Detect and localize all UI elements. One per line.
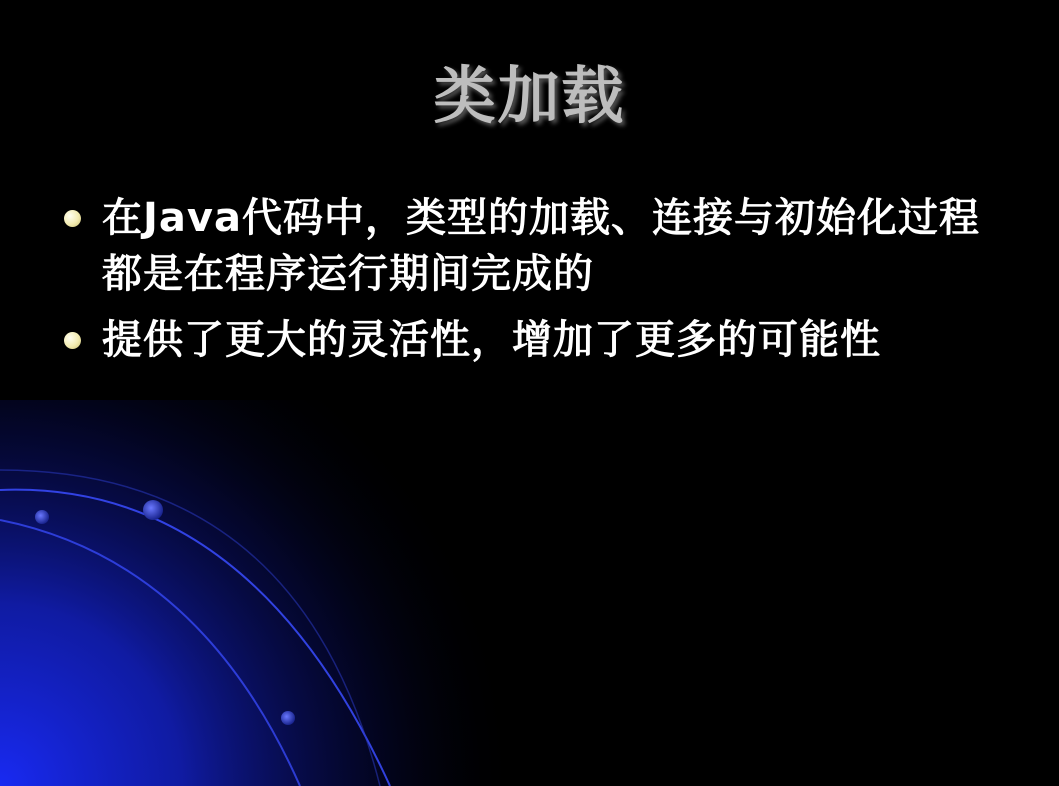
arc-dot-small-bottom: [281, 711, 295, 725]
bullet-text: 在Java代码中，类型的加载、连接与初始化过程都是在程序运行期间完成的: [102, 195, 980, 297]
blue-glow: [0, 400, 560, 786]
bullet-dot-icon: [64, 210, 81, 227]
arc-line-3: [0, 470, 380, 786]
arc-dot-small-left: [35, 510, 49, 524]
arc-line-1: [0, 490, 390, 786]
bullet-text: 提供了更大的灵活性，增加了更多的可能性: [102, 317, 881, 363]
arc-line-2: [0, 520, 300, 786]
arc-dot-large: [143, 500, 163, 520]
bullet-dot-icon: [64, 332, 81, 349]
bullet-item: [60, 190, 980, 302]
slide-title: 类加载: [433, 59, 626, 132]
bullet-list: [60, 190, 980, 378]
bullet-item: [60, 312, 980, 368]
